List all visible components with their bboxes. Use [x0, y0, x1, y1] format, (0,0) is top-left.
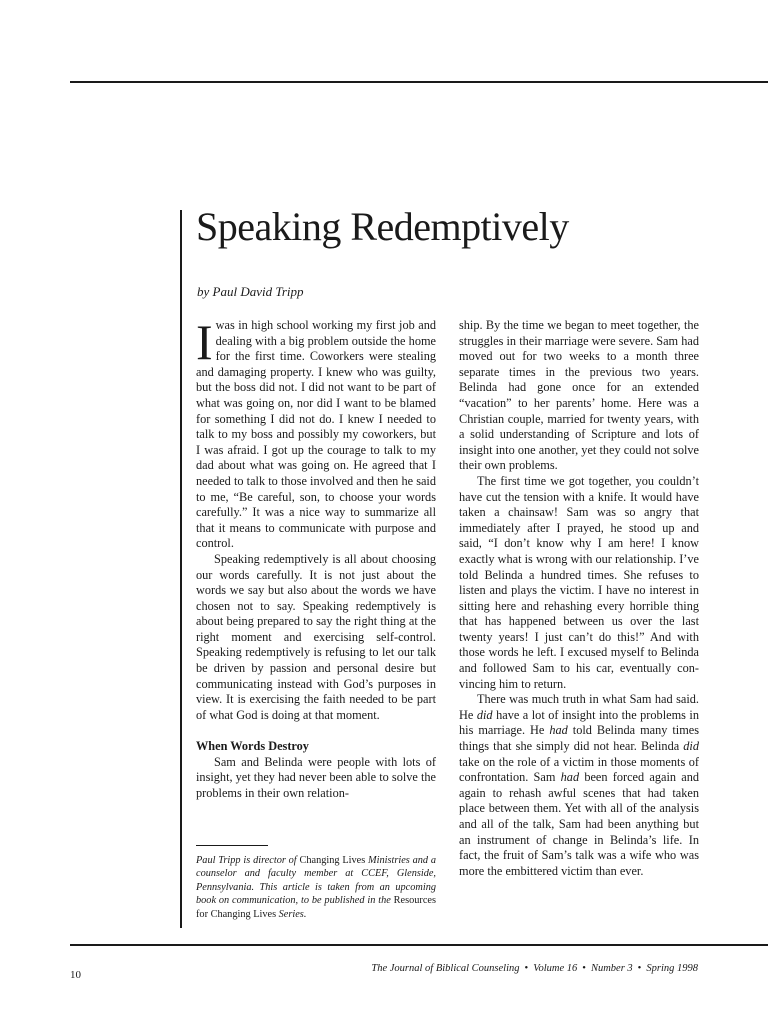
top-rule: [70, 81, 768, 83]
emphasis: did: [683, 739, 699, 754]
issue-number: Number 3: [590, 963, 633, 974]
paragraph: Sam and Belinda were people with lots of insight, yet they had never been able to solve the problems in their own relation-: [196, 754, 436, 800]
author-footnote: [196, 854, 436, 921]
article-byline: by Paul David Tripp: [197, 284, 304, 299]
drop-cap: I: [196, 314, 213, 370]
volume: Volume 16: [533, 963, 578, 974]
paragraph: ship. By the time we began to meet together, the struggles in their marriage were severe. Sam had moved out for two weeks to a month three separate times in the previous two years. Belinda had gone once for an extended “vacation” to her parents’ home. Here was a Christian couple, married for twenty years, with a solid understanding of Scripture and lots of insight into one another, yet they could not solve their own problems.: [459, 318, 699, 473]
bullet-separator: •: [582, 963, 586, 974]
footnote-text: Series.: [276, 908, 307, 920]
bullet-separator: •: [524, 963, 529, 974]
section-heading: When Words Destroy: [196, 739, 309, 754]
paragraph-text: been forced again and again to rehash awful scenes that had taken place between them. Yet with all of the analysis and all of the talk, Sam had been anything but an instrument of change in Belinda’s life. In fact, the fruit of Sam’s talk was a wife who was more the embittered victim than ever.: [459, 770, 699, 878]
emphasis: had: [549, 723, 568, 738]
journal-name: The Journal of Biblical Counseling: [371, 963, 520, 974]
bullet-separator: •: [637, 963, 642, 974]
footnote-series-name: Resources for Changing Lives: [196, 895, 436, 920]
paragraph: Speaking redemptively is all about choosing our words carefully. It is not just about the words we say but also about the words we have chosen not to say. Speaking redemptively is about being prepared to say the right thing at the right moment and exercising self-control. Speaking redemptively is refusing to let our talk be driven by passion and personal desire but communicating instead with God’s purposes in view. It is exercising the faith needed to be part of what God is doing at that moment.: [196, 551, 436, 722]
paragraph-text: take on the role of a victim in those moments of confrontation. Sam: [459, 754, 699, 785]
left-column: [196, 314, 436, 801]
paragraph: [459, 692, 699, 879]
footnote-rule: [196, 845, 268, 846]
footnote-ministry-name: Changing Lives: [299, 855, 366, 866]
page-number: 10: [70, 969, 81, 981]
paragraph-text: There was much truth in what Sam had said. He: [459, 692, 699, 722]
bottom-rule: [70, 944, 768, 946]
right-column: [459, 318, 699, 879]
footnote-text: Ministries and a counselor and faculty member at CCEF, Glenside, Pennsylvania. This article is taken from an upcoming book on communication, to be published in the: [196, 855, 436, 907]
paragraph: The first time we got together, you couldn’t have cut the tension with a knife. It would have taken a chainsaw! Sam was so angry that immediately after I prayed, he stood up and said, “I don’t know why I am here! I know exactly what is wrong with our relationship. I’ve told Belinda a hundred times. She refuses to listen and plays the victim. I have no interest in sitting here and rehashing every horrible thing that has happened between us over the last twenty years! I just can’t do this!” And with those words he left. I excused myself to Belinda and followed Sam to his car, eventually convincing him to return.: [459, 473, 699, 691]
paragraph-text: have a lot of insight into the problems in his marriage. He: [459, 707, 699, 738]
paragraph: [196, 314, 436, 552]
running-footer: [371, 963, 698, 974]
footnote-text: Paul Tripp is director of: [196, 855, 300, 866]
margin-vertical-rule: [180, 210, 182, 928]
paragraph-text: told Belinda many times things that she simply did not hear. Belinda: [459, 723, 700, 754]
emphasis: did: [476, 707, 493, 722]
article-title: Speaking Redemptively: [196, 204, 569, 249]
issue-date: Spring 1998: [646, 963, 698, 974]
emphasis: had: [560, 770, 580, 785]
paragraph-text: was in high school working my first job and dealing with a big problem outside the home for the first time. Coworkers were stealing and damaging property. I knew who was guilty, but the boss did not. I did not want to be part of what was going on, nor did I want to be blamed for something I did not do. I knew I needed to talk to my boss and possibly my coworkers, but I was afraid. I got up the courage to talk to my dad about what was going on. He agreed that I needed to talk to those involved and then he said to me, “Be careful, son, to choose your words carefully.” It was a nice way to summarize all that it means to communicate with purpose and control.: [196, 318, 436, 551]
